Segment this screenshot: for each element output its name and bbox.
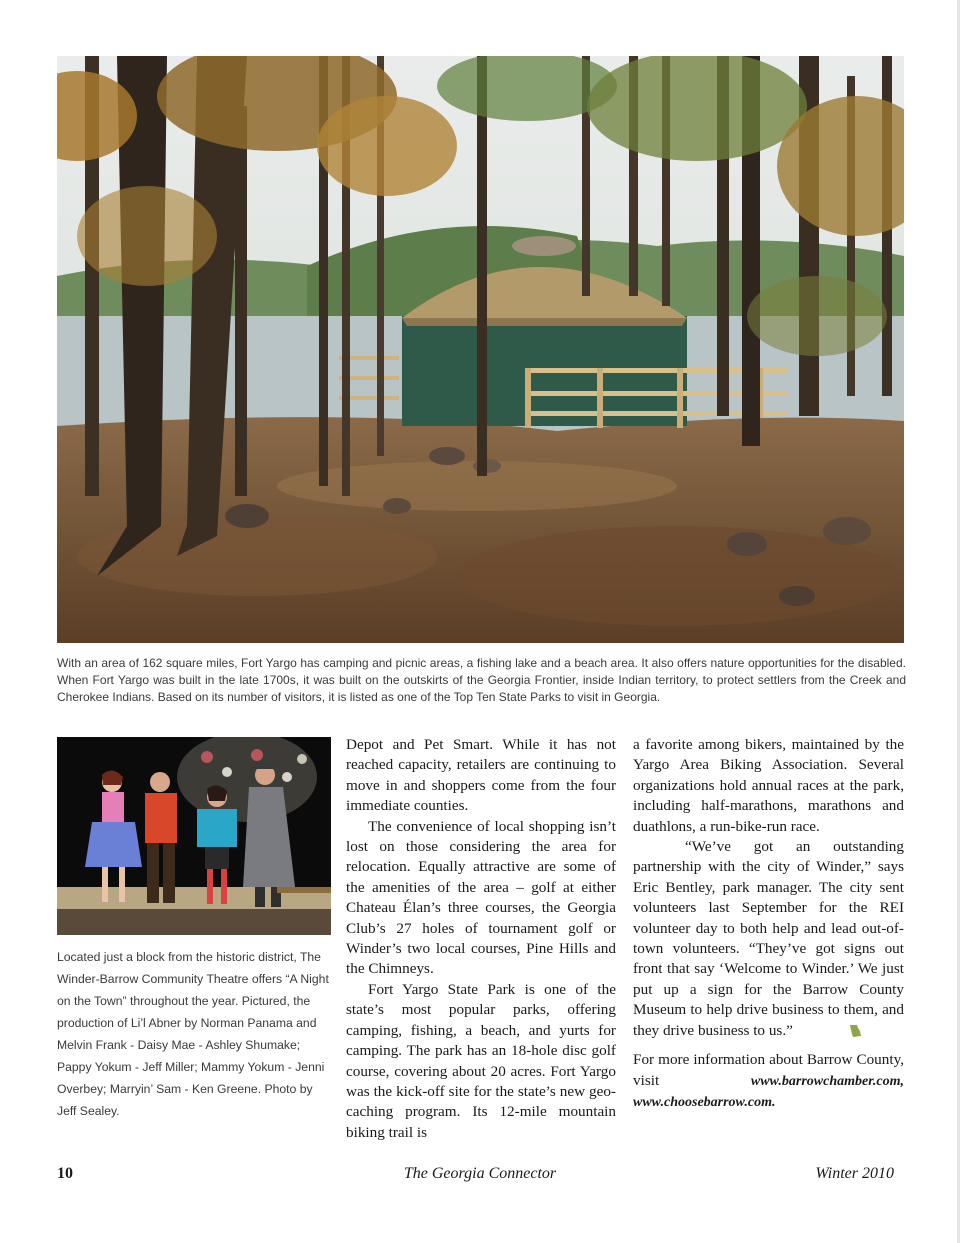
column2-paragraph-2: “We’ve got an outstanding partnership with the city of Winder,” says Eric Bentley, park manager. The city sent volunteers last September for the REI volunteer day to both help and lead out-of-town volunteers. “They’ve got signs out front that say ‘Welcome to Winder.’ We just put up a sign for the Barrow County Museum to help drive business to them, and they drive business to us.” <box>633 838 904 1039</box>
yurt-photo <box>57 56 904 643</box>
theatre-photo-caption: Located just a block from the historic district, The Winder-Barrow Community Theatre offers “A Night on the Town” throughout the year. Pictured, the production of Li’l Abner by Norman Panama and Melvin Frank - Daisy Mae - Ashley Shumake; Pappy Yokum - Jeff Miller; Mammy Yokum - Jenni Overbey; Marryin’ Sam - Ken Greene. Photo by Jeff Sealey. <box>57 950 329 1118</box>
article-column-1 <box>346 735 616 1143</box>
paragraph-spacer <box>633 1041 904 1050</box>
page-number: 10 <box>57 1165 73 1182</box>
theatre-photo <box>57 737 331 935</box>
georgia-state-icon <box>796 1024 810 1038</box>
column2-paragraph-3: For more information about Barrow County, visit <box>633 1051 904 1089</box>
column2-info-paragraph <box>633 1050 904 1113</box>
issue-date: Winter 2010 <box>815 1165 894 1182</box>
column2-quote-paragraph <box>633 837 904 1041</box>
article-column-2 <box>633 735 904 1113</box>
column1-paragraph-3: Fort Yargo State Park is one of the state’s most popular parks, offering camping, fishing, a beach, and yurts for camping. The park has an 18-hole disc golf course, covering about 20 acres. Fort Yargo was the kick-off site for the state’s new geo-caching program. Its 12-mile mountain biking trail is <box>346 980 616 1141</box>
magazine-title: The Georgia Connector <box>403 1165 557 1182</box>
column1-paragraph-2: The convenience of local shopping isn’t lost on those considering the area for relocation. Equally attractive are some of the amenities of the area – golf at either Chateau Élan’s three courses, the Georgia Club’s 27 holes of tournament golf or Winder’s two local courses, Pine Hills and the Chimneys. <box>346 817 616 978</box>
column2-paragraph-1: a favorite among bikers, maintained by the Yargo Area Biking Association. Several organizations hold annual races at the park, including half-marathons, marathons and duathlons, a run-bike-run race. <box>633 736 904 835</box>
page-footer <box>0 1165 960 1185</box>
choosebarrow-link[interactable]: www.choosebarrow.com. <box>633 1094 776 1110</box>
hero-photo-caption: With an area of 162 square miles, Fort Yargo has camping and picnic areas, a fishing lake and a beach area. It also offers nature opportunities for the disabled. When Fort Yargo was built in the late 1700s, it was built on the outskirts of the Georgia Frontier, inside Indian territory, to protect settlers from the Creek and Cherokee Indians. Based on its number of visitors, it is listed as one of the Top Ten State Parks to visit in Georgia. <box>57 656 906 704</box>
column1-paragraph-1: Depot and Pet Smart. While it has not reached capacity, retailers are continuing to move in and shoppers come from the four immediate counties. <box>346 736 616 815</box>
barrowchamber-link[interactable]: www.barrowchamber.com, <box>750 1073 904 1089</box>
